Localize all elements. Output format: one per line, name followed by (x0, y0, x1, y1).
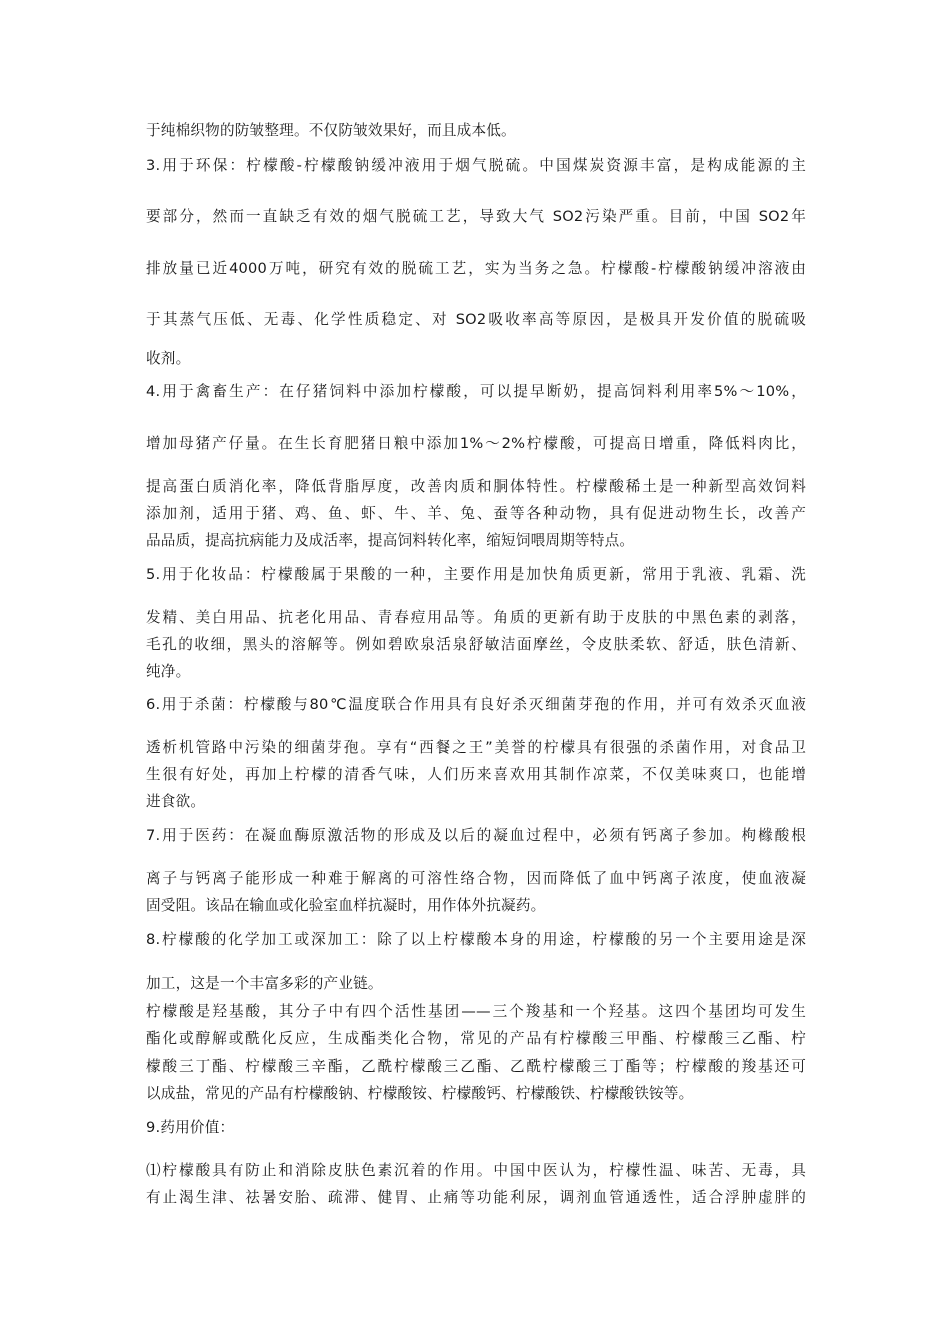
text-line: 要部分，然而一直缺乏有效的烟气脱硫工艺，导致大气 SO2污染严重。目前，中国 SO2年 (146, 208, 806, 225)
text-line: 排放量已近4000万吨，研究有效的脱硫工艺，实为当务之急。柠檬酸-柠檬酸钠缓冲溶液由 (146, 260, 806, 277)
text-line: 柠檬酸是羟基酸，其分子中有四个活性基团——三个羧基和一个羟基。这四个基团均可发生 (146, 1003, 806, 1020)
text-line: 增加母猪产仔量。在生长育肥猪日粮中添加1%～2%柠檬酸，可提高日增重，降低料肉比， (146, 435, 806, 452)
text-line: 9.药用价值： (146, 1119, 235, 1136)
text-line: 有止渴生津、祛暑安胎、疏滞、健胃、止痛等功能利尿，调剂血管通透性，适合浮肿虚胖的 (146, 1189, 806, 1206)
text-line: 酯化或醇解或酰化反应，生成酯类化合物，常见的产品有柠檬酸三甲酯、柠檬酸三乙酯、柠 (146, 1030, 806, 1047)
text-line: 发精、美白用品、抗老化用品、青春痘用品等。角质的更新有助于皮肤的中黑色素的剥落， (146, 609, 806, 626)
text-line: 4.用于禽畜生产：在仔猪饲料中添加柠檬酸，可以提早断奶，提高饲料利用率5%～10%， (146, 383, 806, 400)
text-line: 檬酸三丁酯、柠檬酸三辛酯，乙酰柠檬酸三乙酯、乙酰柠檬酸三丁酯等；柠檬酸的羧基还可 (146, 1058, 806, 1075)
text-line: 于纯棉织物的防皱整理。不仅防皱效果好，而且成本低。 (146, 122, 516, 139)
text-line: 5.用于化妆品：柠檬酸属于果酸的一种，主要作用是加快角质更新，常用于乳液、乳霜、洗 (146, 566, 806, 583)
text-line: 加工，这是一个丰富多彩的产业链。 (146, 975, 383, 992)
text-line: 8.柠檬酸的化学加工或深加工：除了以上柠檬酸本身的用途，柠檬酸的另一个主要用途是深 (146, 931, 806, 948)
text-line: 6.用于杀菌：柠檬酸与80℃温度联合作用具有良好杀灭细菌芽孢的作用，并可有效杀灭血液 (146, 696, 806, 713)
text-line: 透析机管路中污染的细菌芽孢。享有“西餐之王”美誉的柠檬具有很强的杀菌作用，对食品卫 (146, 739, 806, 756)
text-line: 收剂。 (146, 350, 191, 367)
text-line: 于其蒸气压低、无毒、化学性质稳定、对 SO2吸收率高等原因，是极具开发价值的脱硫吸 (146, 311, 806, 328)
text-line: 纯净。 (146, 663, 191, 680)
text-line: 毛孔的收细，黑头的溶解等。例如碧欧泉活泉舒敏洁面摩丝，令皮肤柔软、舒适，肤色清新、 (146, 636, 806, 653)
text-line: 7.用于医药：在凝血酶原激活物的形成及以后的凝血过程中，必须有钙离子参加。枸橼酸根 (146, 827, 806, 844)
text-line: 提高蛋白质消化率，降低背脂厚度，改善肉质和胴体特性。柠檬酸稀土是一种新型高效饲料 (146, 478, 806, 495)
text-line: 离子与钙离子能形成一种难于解离的可溶性络合物，因而降低了血中钙离子浓度，使血液凝 (146, 870, 806, 887)
text-line: 添加剂，适用于猪、鸡、鱼、虾、牛、羊、兔、蚕等各种动物，具有促进动物生长，改善产 (146, 505, 806, 522)
text-line: 生很有好处，再加上柠檬的清香气味，人们历来喜欢用其制作凉菜，不仅美味爽口，也能增 (146, 766, 806, 783)
text-line: ⑴柠檬酸具有防止和消除皮肤色素沉着的作用。中国中医认为，柠檬性温、味苦、无毒，具 (146, 1162, 806, 1179)
text-line: 以成盐，常见的产品有柠檬酸钠、柠檬酸铵、柠檬酸钙、柠檬酸铁、柠檬酸铁铵等。 (146, 1085, 694, 1102)
text-line: 固受阻。该品在输血或化验室血样抗凝时，用作体外抗凝药。 (146, 897, 546, 914)
text-line: 进食欲。 (146, 793, 206, 810)
text-line: 品品质，提高抗病能力及成活率，提高饲料转化率，缩短饲喂周期等特点。 (146, 532, 635, 549)
text-line: 3.用于环保：柠檬酸-柠檬酸钠缓冲液用于烟气脱硫。中国煤炭资源丰富，是构成能源的主 (146, 157, 806, 174)
